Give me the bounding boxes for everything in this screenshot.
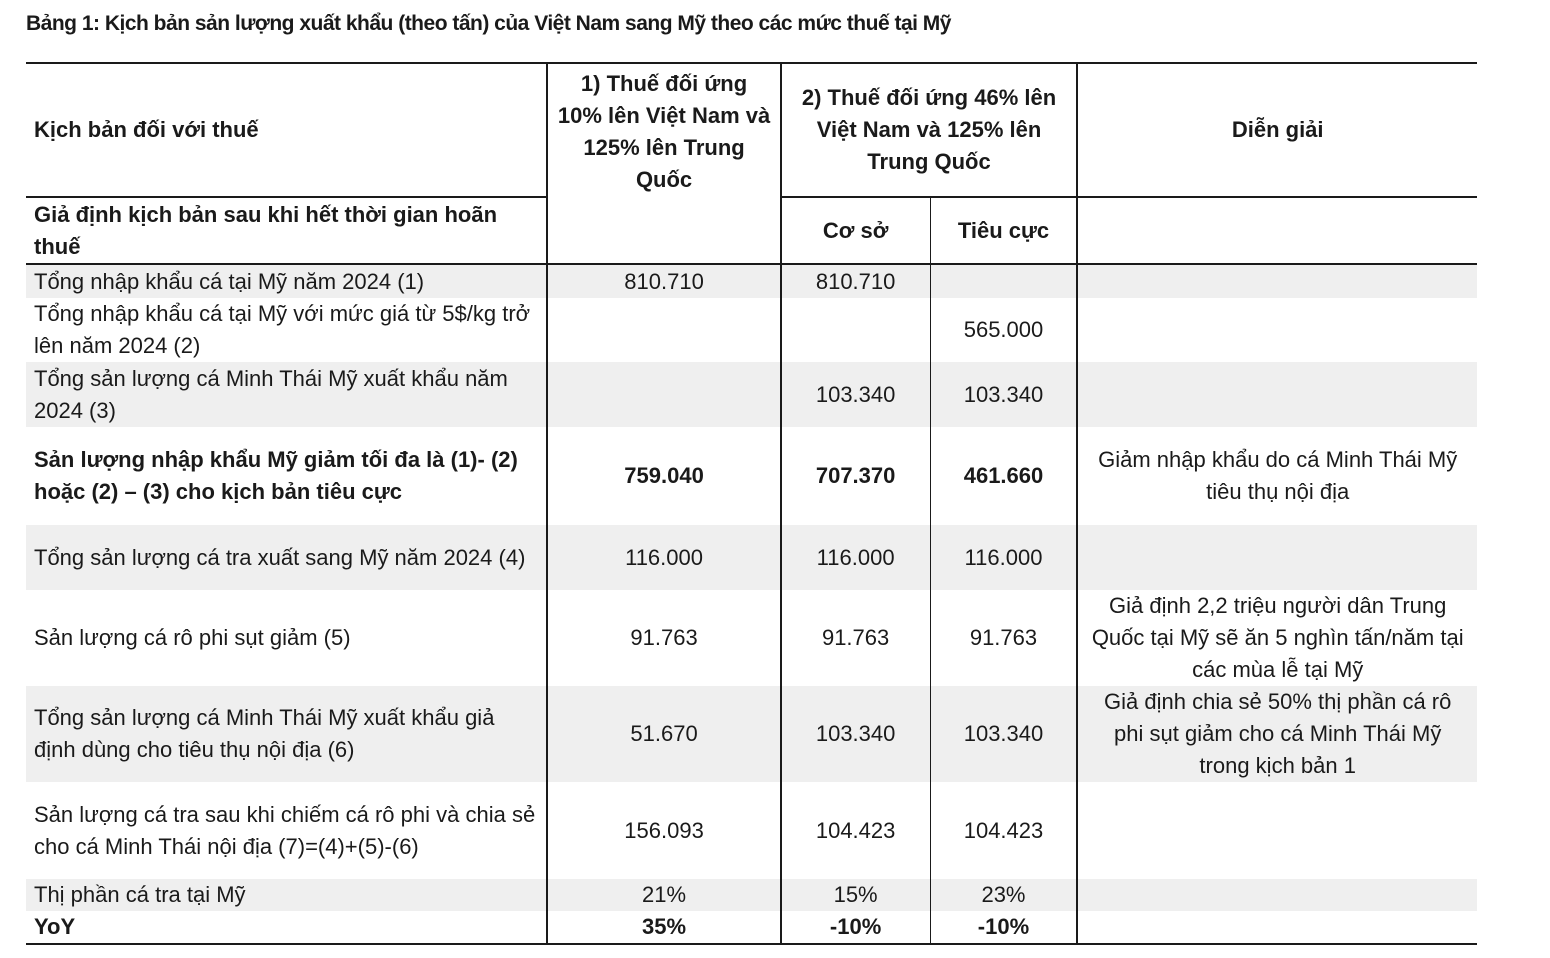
row-scenario-1: 51.670 — [547, 686, 780, 782]
row-negative: -10% — [930, 911, 1077, 944]
table-row — [26, 427, 1477, 525]
row-note — [1077, 911, 1477, 944]
header-scenario-1: 1) Thuế đối ứng 10% lên Việt Nam và 125% lên Trung Quốc — [547, 63, 780, 264]
row-base: -10% — [781, 911, 930, 944]
row-base: 116.000 — [781, 525, 930, 590]
row-label: Sản lượng cá rô phi sụt giảm (5) — [34, 625, 351, 650]
table-row — [26, 686, 1477, 782]
row-note — [1077, 879, 1477, 911]
row-negative: 103.340 — [930, 686, 1077, 782]
header-explanation: Diễn giải — [1077, 63, 1477, 197]
row-note: Giảm nhập khẩu do cá Minh Thái Mỹ tiêu thụ nội địa — [1077, 427, 1477, 525]
row-scenario-1: 21% — [547, 879, 780, 911]
row-note: Giả định 2,2 triệu người dân Trung Quốc tại Mỹ sẽ ăn 5 nghìn tấn/năm tại các mùa lễ tại Mỹ — [1077, 590, 1477, 686]
row-label: Thị phần cá tra tại Mỹ — [26, 879, 547, 911]
subheader-empty — [1077, 197, 1477, 264]
row-base: 103.340 — [781, 686, 930, 782]
row-label: YoY — [26, 911, 547, 944]
table-row — [26, 911, 1477, 944]
table-title: Bảng 1: Kịch bản sản lượng xuất khẩu (theo tấn) của Việt Nam sang Mỹ theo các mức thuế tại Mỹ — [26, 12, 951, 35]
row-negative: 116.000 — [930, 525, 1077, 590]
row-label: Tổng sản lượng cá Minh Thái Mỹ xuất khẩu giả định dùng cho tiêu thụ nội địa (6) — [26, 686, 547, 782]
row-negative: 565.000 — [930, 298, 1077, 362]
row-note: Giả định chia sẻ 50% thị phần cá rô phi sụt giảm cho cá Minh Thái Mỹ trong kịch bản 1 — [1077, 686, 1477, 782]
row-negative: 103.340 — [930, 362, 1077, 427]
row-note — [1077, 362, 1477, 427]
row-base — [781, 298, 930, 362]
row-note — [1077, 782, 1477, 879]
row-label: Tổng nhập khẩu cá tại Mỹ với mức giá từ 5$/kg trở lên năm 2024 (2) — [34, 301, 531, 358]
table-row — [26, 525, 1477, 590]
row-scenario-1: 156.093 — [547, 782, 780, 879]
row-scenario-1 — [547, 362, 780, 427]
row-note — [1077, 298, 1477, 362]
row-scenario-1: 810.710 — [547, 264, 780, 298]
scenario-table — [26, 62, 1477, 945]
row-base: 707.370 — [781, 427, 930, 525]
row-note — [1077, 525, 1477, 590]
subheader-base: Cơ sở — [781, 197, 930, 264]
row-scenario-1: 35% — [547, 911, 780, 944]
row-scenario-1: 91.763 — [547, 590, 780, 686]
row-label: Tổng nhập khẩu cá tại Mỹ năm 2024 (1) — [26, 264, 547, 298]
row-negative: 104.423 — [930, 782, 1077, 879]
row-scenario-1 — [547, 298, 780, 362]
row-label: Tổng sản lượng cá tra xuất sang Mỹ năm 2024 (4) — [26, 525, 547, 590]
row-scenario-1: 116.000 — [547, 525, 780, 590]
table-row — [26, 590, 1477, 686]
row-base: 103.340 — [781, 362, 930, 427]
row-scenario-1: 759.040 — [547, 427, 780, 525]
header-scenario: Kịch bản đối với thuế — [26, 63, 547, 197]
header-row — [26, 63, 1477, 197]
row-label: Sản lượng nhập khẩu Mỹ giảm tối đa là (1)- (2) hoặc (2) – (3) cho kịch bản tiêu cực — [34, 447, 518, 504]
row-base: 104.423 — [781, 782, 930, 879]
table-row — [26, 782, 1477, 879]
row-base: 15% — [781, 879, 930, 911]
table-row — [26, 879, 1477, 911]
row-negative: 461.660 — [930, 427, 1077, 525]
table-row — [26, 362, 1477, 427]
row-note — [1077, 264, 1477, 298]
subheader-assumption: Giả định kịch bản sau khi hết thời gian hoãn thuế — [26, 197, 547, 264]
row-negative — [930, 264, 1077, 298]
table-row — [26, 298, 1477, 362]
row-label: Sản lượng cá tra sau khi chiếm cá rô phi và chia sẻ cho cá Minh Thái nội địa (7)=(4)+(5)-(6) — [34, 801, 536, 859]
header-scenario-2: 2) Thuế đối ứng 46% lên Việt Nam và 125% lên Trung Quốc — [781, 63, 1078, 197]
table-row — [26, 264, 1477, 298]
row-base: 91.763 — [781, 590, 930, 686]
row-base: 810.710 — [781, 264, 930, 298]
subheader-negative: Tiêu cực — [930, 197, 1077, 264]
row-negative: 23% — [930, 879, 1077, 911]
row-label: Tổng sản lượng cá Minh Thái Mỹ xuất khẩu năm 2024 (3) — [26, 362, 547, 427]
row-negative: 91.763 — [930, 590, 1077, 686]
